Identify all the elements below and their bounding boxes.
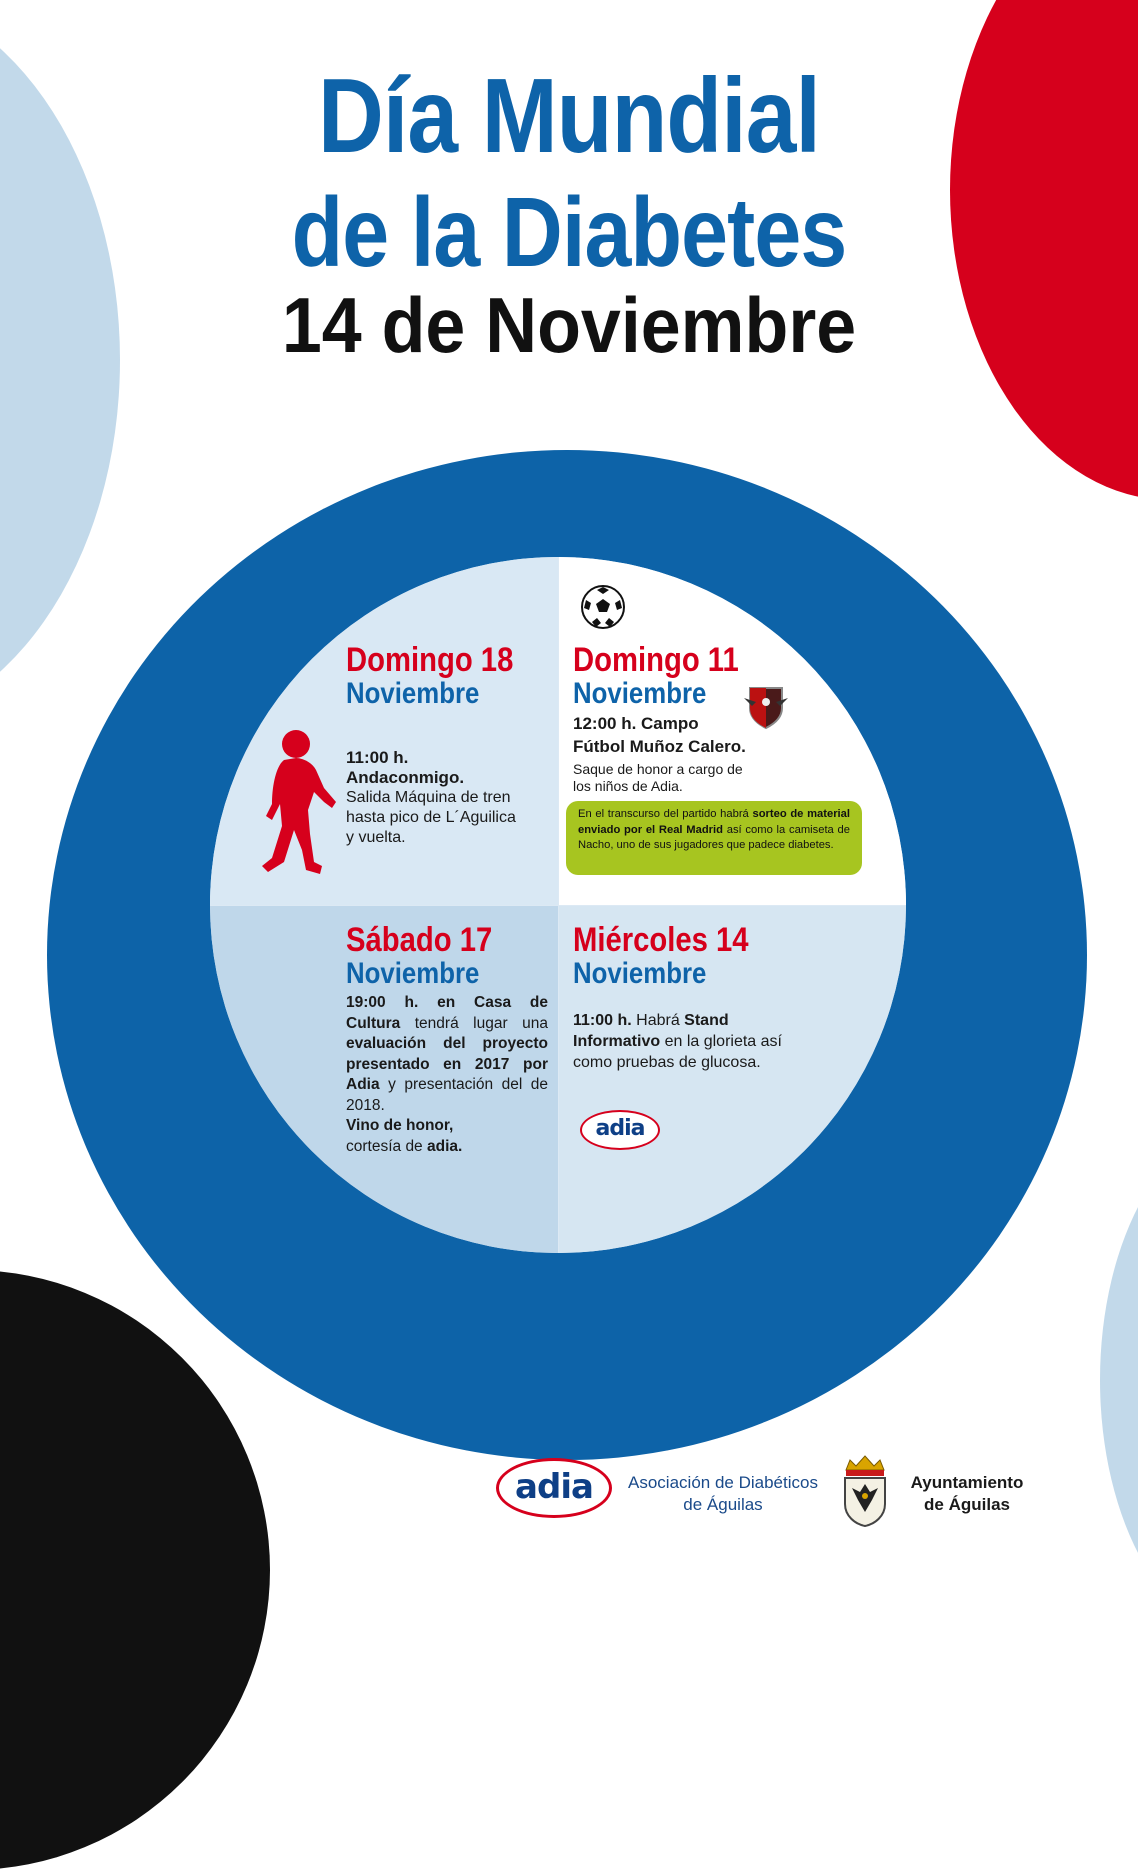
title-line-2: de la Diabetes xyxy=(291,177,847,287)
adia-logo: adia xyxy=(496,1458,612,1518)
football-icon xyxy=(580,584,626,630)
event-name: Andaconmigo. xyxy=(346,768,465,787)
event-domingo-18 xyxy=(346,642,556,710)
event-desc-line: y vuelta. xyxy=(346,829,406,846)
event-domingo-18-details xyxy=(346,748,546,848)
decorative-circle-light-blue-right xyxy=(1100,1120,1138,1640)
event-date: 14 de Noviembre xyxy=(281,281,857,369)
event-desc-line: Saque de honor a cargo de xyxy=(573,761,743,777)
event-text: cortesía de xyxy=(346,1137,427,1155)
event-day: Sábado 17 xyxy=(346,921,493,959)
council-name: Ayuntamiento de Águilas xyxy=(910,1473,1024,1514)
event-text: tendrá lugar una xyxy=(400,1014,548,1032)
coat-of-arms-icon xyxy=(840,1452,890,1528)
note-text: En el transcurso del partido habrá xyxy=(578,808,753,820)
event-month: Noviembre xyxy=(346,957,480,990)
note-text-bold: sorteo de material enviado por el Real Madrid xyxy=(578,808,850,836)
event-text: en la glorieta así como pruebas de glucosa. xyxy=(573,1033,782,1071)
event-text-bold: 19:00 h. en Casa de Cultura xyxy=(346,994,548,1032)
event-miercoles-14 xyxy=(573,922,813,990)
event-desc-line: los niños de Adia. xyxy=(573,778,683,794)
event-text-bold: evaluación del proyecto presentado en 2017 por Adia xyxy=(346,1035,548,1093)
event-desc-line: Salida Máquina de tren xyxy=(346,789,511,806)
event-sabado-17 xyxy=(346,922,556,990)
note-text: así como la camiseta de Nacho, uno de sus jugadores que padece diabetes. xyxy=(578,823,850,851)
event-text-bold: Stand Informativo xyxy=(573,1012,729,1050)
walking-person-icon xyxy=(258,726,338,880)
event-domingo-11-details xyxy=(573,712,803,795)
event-time: 11:00 h. xyxy=(346,748,409,767)
event-month: Noviembre xyxy=(573,957,707,990)
event-day: Domingo 11 xyxy=(573,641,739,679)
event-line: 12:00 h. Campo xyxy=(573,714,699,733)
title-line-1: Día Mundial xyxy=(317,57,821,175)
association-name: Asociación de Diabéticos de Águilas xyxy=(628,1473,818,1514)
decorative-circle-black xyxy=(0,1270,270,1870)
event-text-bold: Vino de honor, xyxy=(346,1117,454,1134)
event-text: y presentación del de 2018. xyxy=(346,1076,548,1114)
event-text-bold: 11:00 h. xyxy=(573,1012,632,1029)
adia-logo-small: adia xyxy=(580,1110,660,1150)
event-sabado-17-details xyxy=(346,993,548,1157)
event-day: Domingo 18 xyxy=(346,641,514,679)
event-desc-line: hasta pico de L´Aguilica xyxy=(346,809,516,826)
event-line: Fútbol Muñoz Calero. xyxy=(573,737,746,756)
event-month: Noviembre xyxy=(346,677,480,710)
event-day: Miércoles 14 xyxy=(573,921,749,959)
event-month: Noviembre xyxy=(573,677,707,710)
event-text-bold: adia. xyxy=(427,1137,463,1155)
event-miercoles-14-details xyxy=(573,1010,813,1073)
raffle-note xyxy=(566,801,862,875)
event-text: Habrá xyxy=(631,1012,685,1029)
